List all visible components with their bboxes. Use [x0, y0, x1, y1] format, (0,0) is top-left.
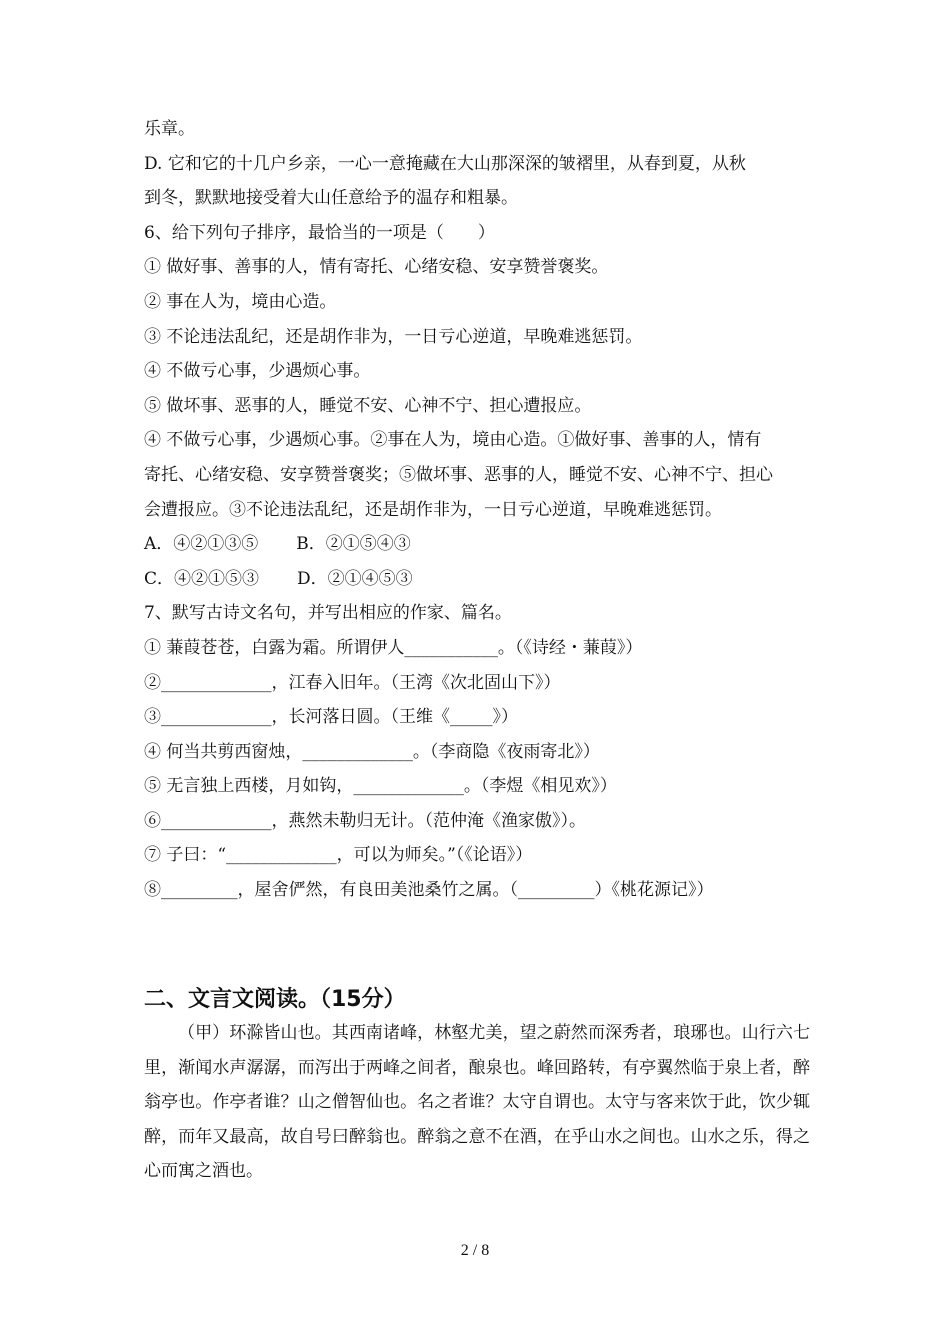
text-line: D. 它和它的十几户乡亲，一心一意掩藏在大山那深深的皱褶里，从春到夏，从秋 — [144, 153, 746, 174]
q7-item: ⑧_________，屋舍俨然，有良田美池桑竹之属。（_________）《桃花源记》） — [144, 880, 714, 901]
q6-item: ④ 不做亏心事，少遇烦心事。 — [144, 361, 371, 382]
q7-item: ⑥_____________，燕然未勒归无计。（范仲淹《渔家傲》）。 — [144, 810, 586, 831]
question-7-title: 7、默写古诗文名句，并写出相应的作家、篇名。 — [144, 603, 512, 624]
text-line: 到冬，默默地接受着大山任意给予的温存和粗暴。 — [144, 188, 518, 209]
q6-item: ② 事在人为，境由心造。 — [144, 291, 337, 312]
q7-item: ① 蒹葭苍苍，白露为霜。所谓伊人___________。（《诗经・蒹葭》） — [144, 637, 643, 658]
q6-answer-line: 会遭报应。③不论违法乱纪，还是胡作非为，一日亏心逆道，早晚难逃惩罚。 — [144, 499, 722, 520]
option-b: B．②①⑤④③ — [296, 534, 411, 555]
q6-item: ⑤ 做坏事、恶事的人，睡觉不安、心神不宁、担心遭报应。 — [144, 395, 592, 416]
classical-passage — [144, 1016, 810, 1189]
option-a: A．④②①③⑤ — [144, 534, 259, 555]
q7-item: ⑤ 无言独上西楼，月如钩，_____________。（李煜《相见欢》） — [144, 776, 617, 797]
passage-text: （甲）环滁皆山也。其西南诸峰，林壑尤美，望之蔚然而深秀者，琅琊也。山行六七里，渐闻水声潺潺，而泻出于两峰之间者，酿泉也。峰回路转，有亭翼然临于泉上者，醉翁亭也。作亭者谁？山之僧智仙也。名之者谁？太守自谓也。太守与客来饮于此，饮少辄醉，而年又最高，故自号曰醉翁也。醉翁之意不在酒，在乎山水之间也。山水之乐，得之心而寓之酒也。 — [144, 1023, 810, 1182]
q6-answer-line: 寄托、心绪安稳、安享赞誉褒奖；⑤做坏事、恶事的人，睡觉不安、心神不宁、担心 — [144, 464, 773, 485]
option-c: C．④②①⑤③ — [144, 568, 260, 589]
option-d: D．②①④⑤③ — [297, 568, 413, 589]
q6-item: ① 做好事、善事的人，情有寄托、心绪安稳、安享赞誉褒奖。 — [144, 257, 609, 278]
q6-answer-line: ④ 不做亏心事，少遇烦心事。②事在人为，境由心造。①做好事、善事的人，情有 — [144, 430, 762, 451]
question-content — [144, 112, 810, 908]
page-number: 2 / 8 — [460, 1242, 490, 1259]
q6-options-row — [144, 527, 810, 562]
q7-item: ④ 何当共剪西窗烛，_____________。（李商隐《夜雨寄北》） — [144, 741, 600, 762]
q7-item: ⑦ 子曰：“_____________，可以为师矣。”（《论语》） — [144, 845, 533, 866]
text-line: 乐章。 — [144, 119, 195, 139]
q6-item: ③ 不论违法乱纪，还是胡作非为，一日亏心逆道，早晚难逃惩罚。 — [144, 326, 643, 347]
q6-options-row — [144, 562, 810, 597]
q7-item: ③_____________，长河落日圆。（王维《_____》） — [144, 707, 518, 728]
question-6-title: 6、给下列句子排序，最恰当的一项是（ ） — [144, 222, 495, 243]
section-heading: 二、文言文阅读。（15分） — [144, 987, 406, 1012]
q7-item: ②_____________，江春入旧年。（王湾《次北固山下》） — [144, 672, 561, 693]
